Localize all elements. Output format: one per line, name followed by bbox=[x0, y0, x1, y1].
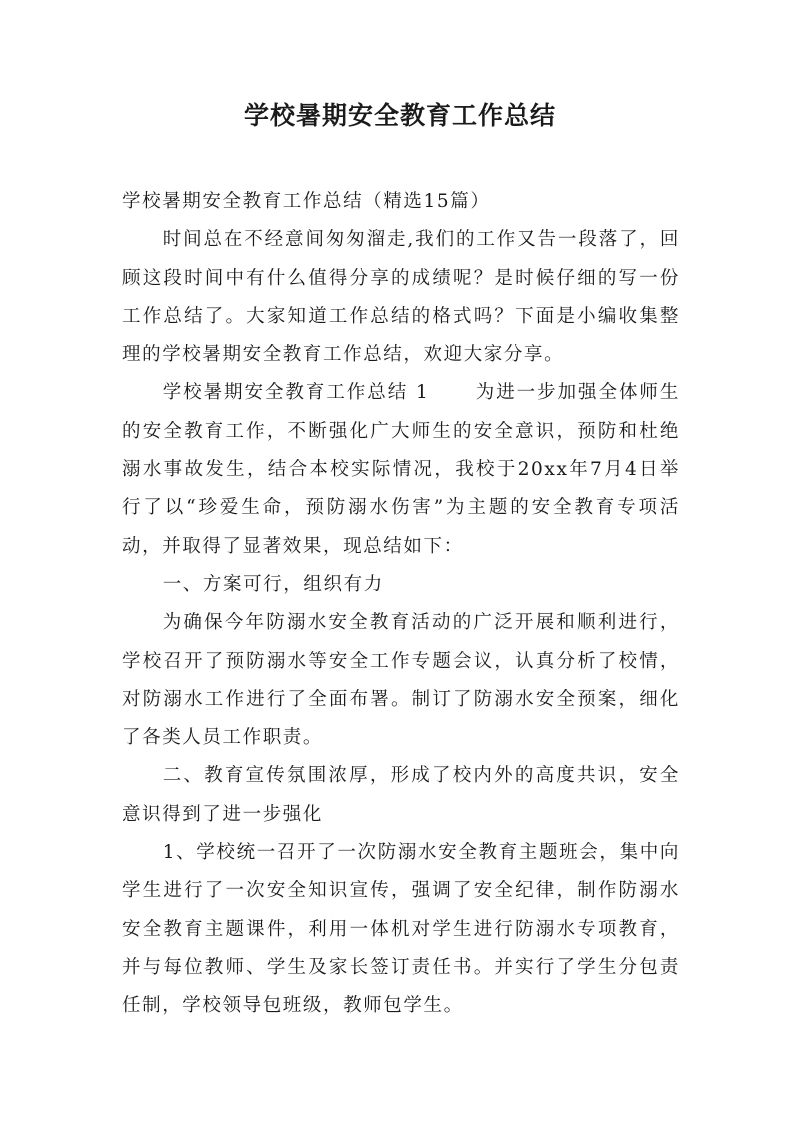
section-1-text: 为进一步加强全体师生的安全教育工作，不断强化广大师生的安全意识，预防和杜绝溺水事故发生，结合本校实际情况，我校于20xx年7月4日举行了以“珍爱生命，预防溺水伤害”为主题的安全教育专项活动，并取得了显著效果，现总结如下： bbox=[122, 382, 680, 557]
document-title: 学校暑期安全教育工作总结 bbox=[243, 101, 556, 130]
intro-paragraph: 时间总在不经意间匆匆溜走,我们的工作又告一段落了，回顾这段时间中有什么值得分享的成绩呢？是时候仔细的写一份工作总结了。大家知道工作总结的格式吗？下面是小编收集整理的学校暑期安全教育工作总结，欢迎大家分享。 bbox=[122, 229, 680, 366]
section-1-heading: 学校暑期安全教育工作总结 1 bbox=[162, 382, 430, 404]
document-subtitle: 学校暑期安全教育工作总结（精选15篇） bbox=[122, 191, 491, 212]
paragraph-two-item-1: 1、学校统一召开了一次防溺水安全教育主题班会，集中向学生进行了一次安全知识宣传，强调了安全纪律，制作防溺水安全教育主题课件，利用一体机对学生进行防溺水专项教育，并与每位教师、学生及家长签订责任书。并实行了学生分包责任制，学校领导包班级，教师包学生。 bbox=[122, 842, 680, 1017]
heading-one: 一、方案可行，组织有力 bbox=[162, 573, 384, 595]
paragraph-one: 为确保今年防溺水安全教育活动的广泛开展和顺利进行，学校召开了预防溺水等安全工作专题会议，认真分析了校情，对防溺水工作进行了全面布署。制订了防溺水安全预案，细化了各类人员工作职责。 bbox=[122, 612, 680, 749]
document-body bbox=[122, 183, 680, 1026]
section-1-paragraph bbox=[122, 374, 680, 565]
heading-two: 二、教育宣传氛围浓厚，形成了校内外的高度共识，安全意识得到了进一步强化 bbox=[122, 765, 680, 825]
